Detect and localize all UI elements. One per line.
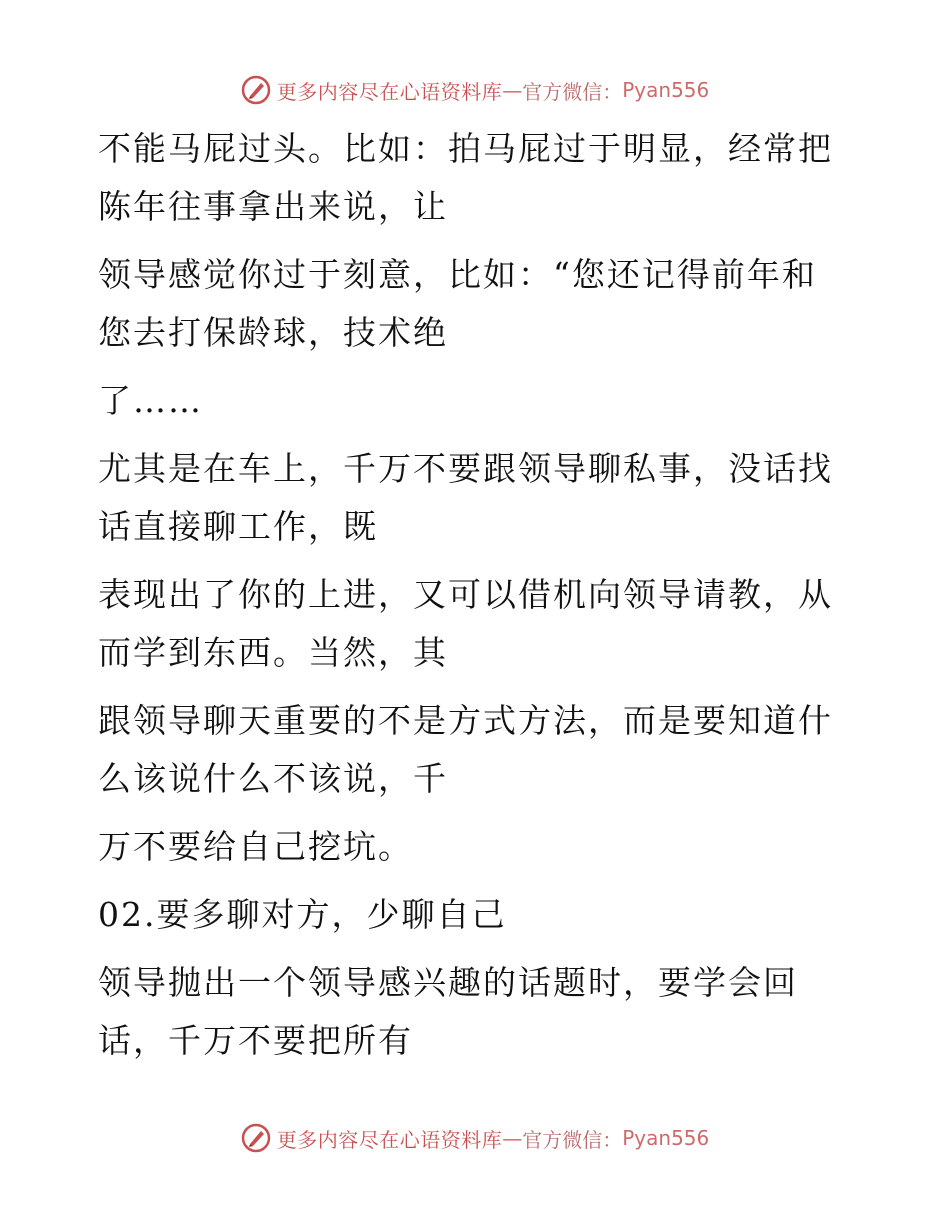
text-line: 么该说什么不该说，千 [98, 759, 448, 798]
section-heading: 02.要多聊对方，少聊自己 [98, 895, 507, 934]
footer-watermark [0, 1118, 950, 1158]
text-line: 话，千万不要把所有 [98, 1021, 413, 1060]
watermark-wechat-id: Pyan556 [622, 78, 710, 102]
header-watermark [0, 70, 950, 110]
text-line: 了…… [98, 381, 203, 420]
watermark-separator: — [502, 1126, 523, 1150]
text-line: 而学到东西。当然，其 [98, 633, 448, 672]
pen-logo-icon [241, 75, 271, 105]
pen-logo-icon [241, 1123, 271, 1153]
watermark-label: 官方微信： [522, 79, 623, 104]
watermark-text: 更多内容尽在心语资料库 [276, 1127, 503, 1152]
text-line: 领导抛出一个领导感兴趣的话题时，要学会回 [98, 963, 798, 1002]
text-line: 表现出了你的上进，又可以借机向领导请教，从 [98, 575, 833, 614]
watermark-separator: — [502, 78, 523, 102]
text-line: 不能马屁过头。比如：拍马屁过于明显，经常把 [98, 129, 833, 168]
watermark-text: 更多内容尽在心语资料库 [276, 79, 503, 104]
watermark-wechat-id: Pyan556 [622, 1126, 710, 1150]
text-line: 尤其是在车上，千万不要跟领导聊私事，没话找 [98, 449, 833, 488]
text-line: 您去打保龄球，技术绝 [98, 313, 448, 352]
watermark-label: 官方微信： [522, 1127, 623, 1152]
body-text [98, 120, 838, 1070]
text-line: 话直接聊工作，既 [98, 507, 378, 546]
text-line: 跟领导聊天重要的不是方式方法，而是要知道什 [98, 701, 833, 740]
text-line: 万不要给自己挖坑。 [98, 827, 413, 866]
text-line: 陈年往事拿出来说，让 [98, 187, 448, 226]
text-line: 领导感觉你过于刻意，比如：“您还记得前年和 [98, 255, 817, 294]
